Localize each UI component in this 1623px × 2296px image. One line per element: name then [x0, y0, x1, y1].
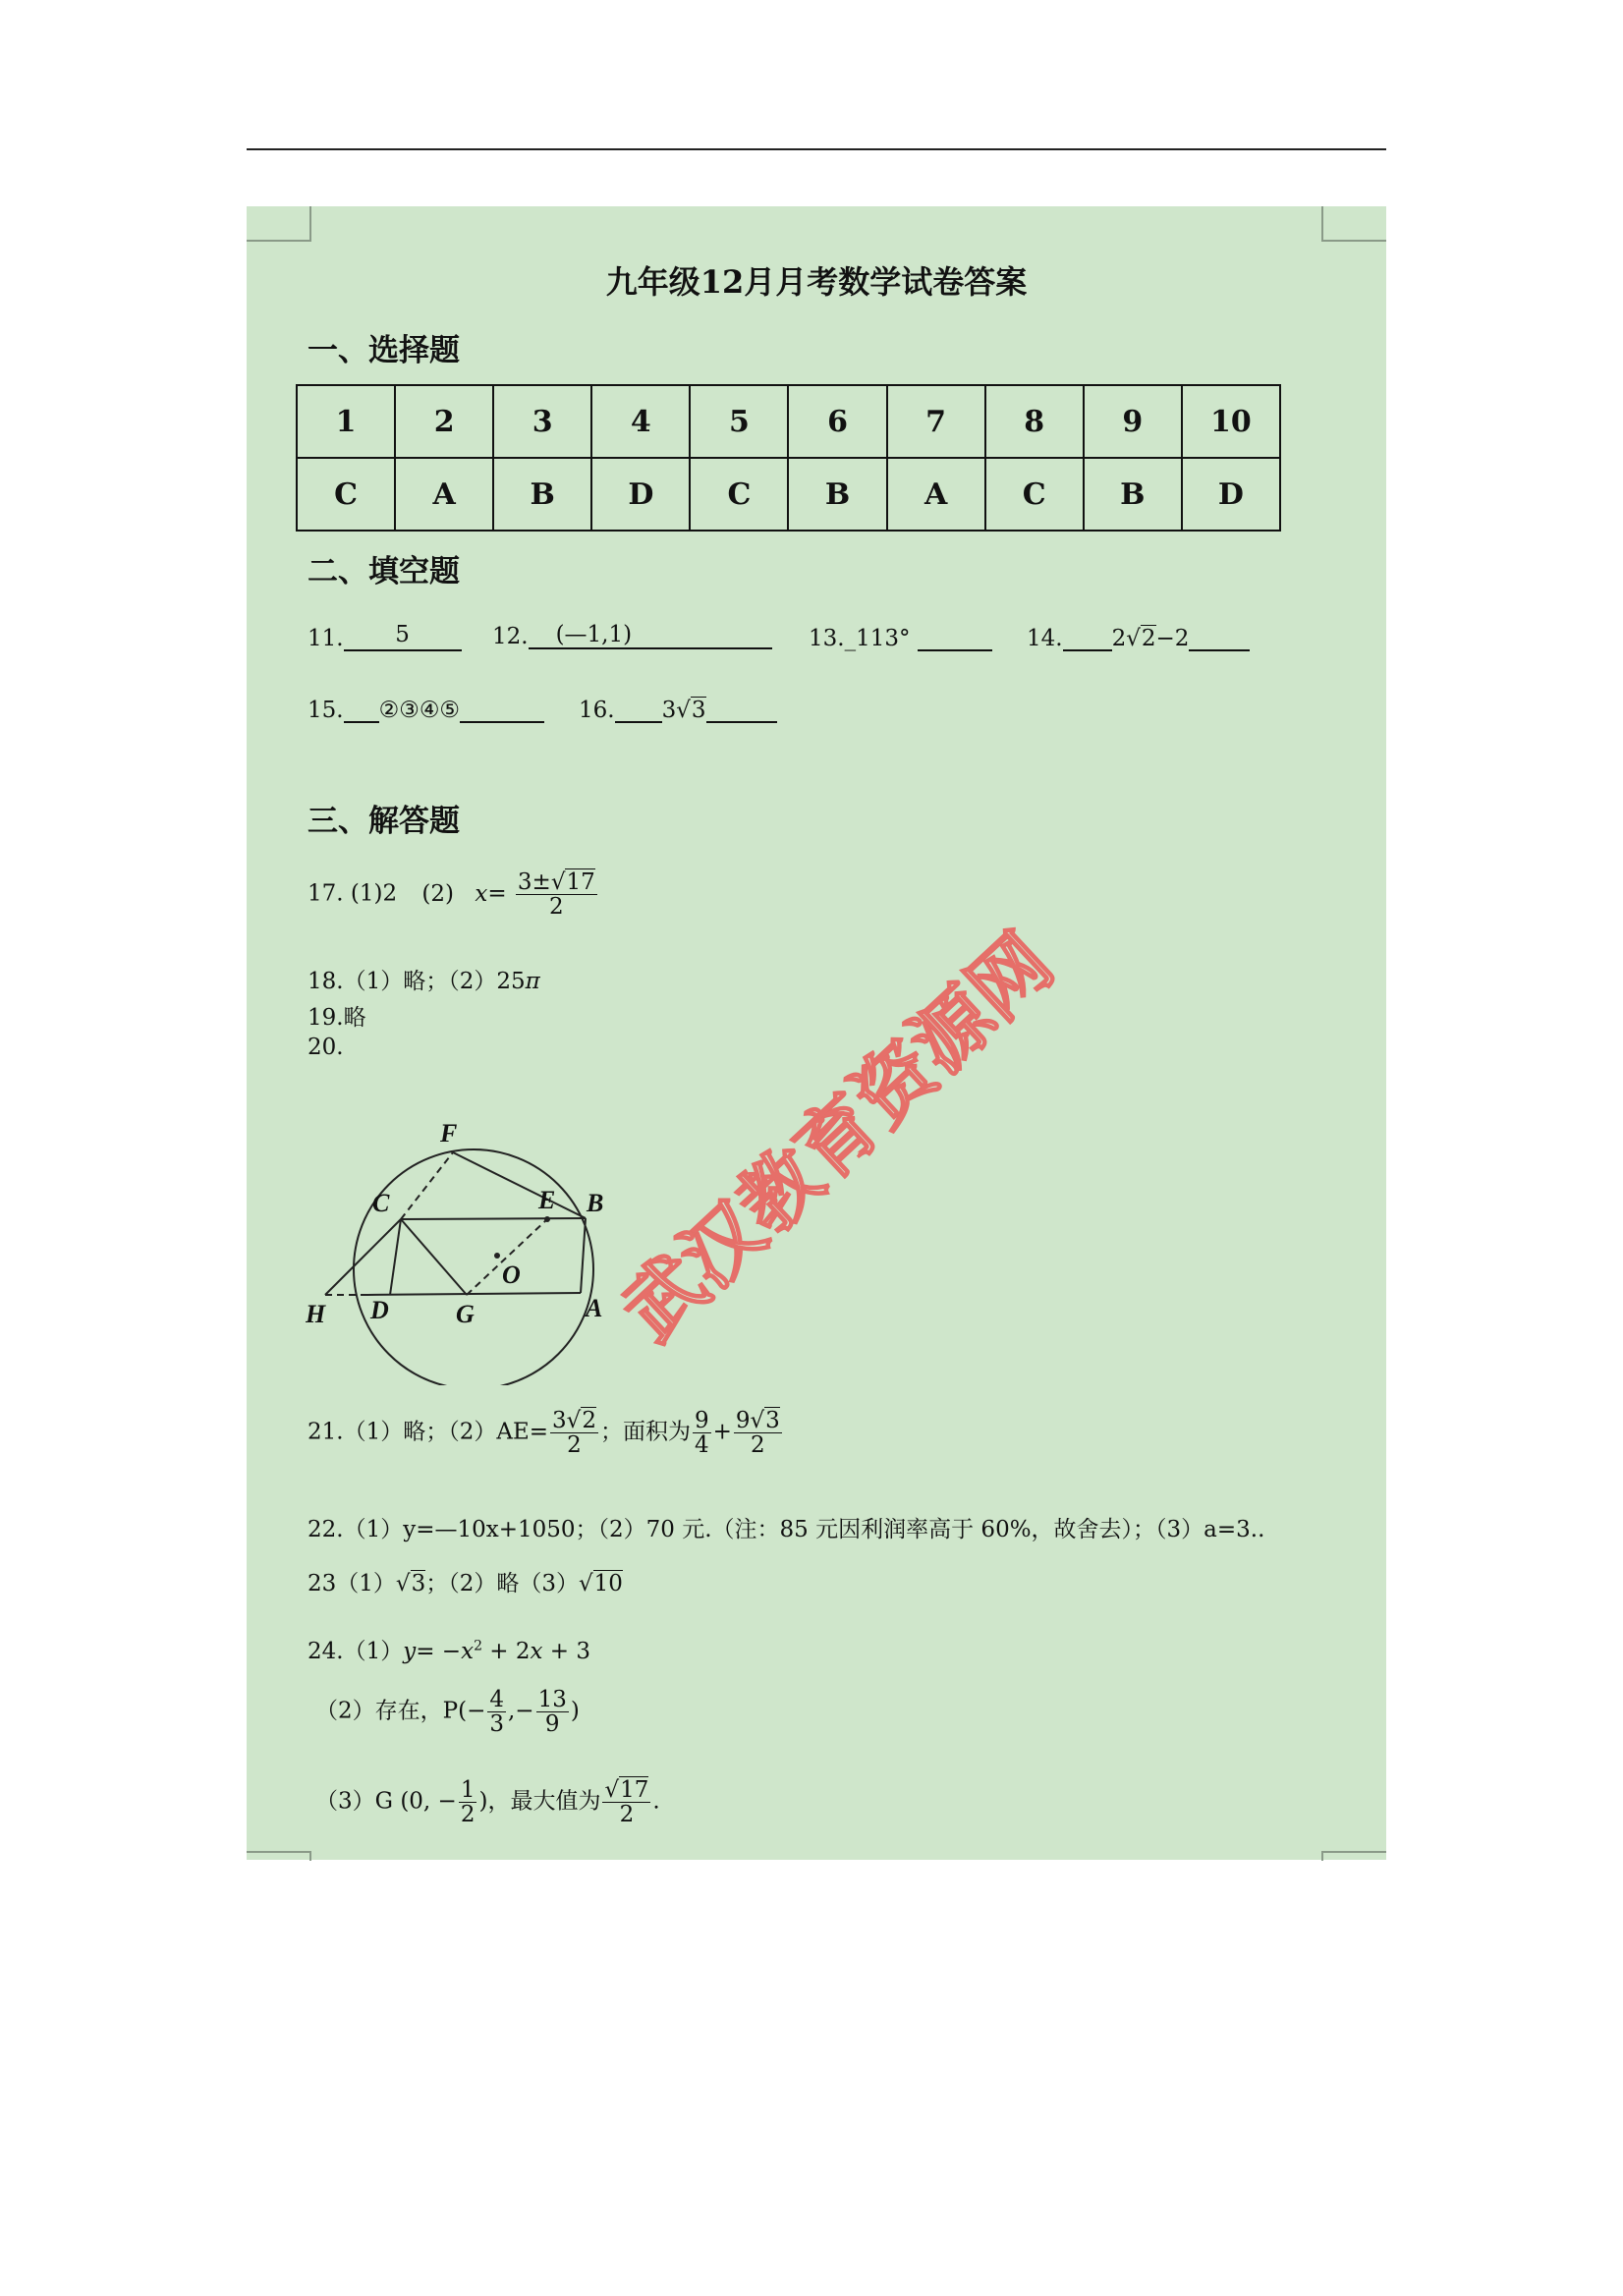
table-cell: 4 — [591, 385, 690, 458]
variable: x — [461, 1639, 475, 1664]
answer-sheet — [247, 206, 1386, 1860]
table-cell: A — [887, 458, 985, 531]
pi-symbol: π — [525, 969, 540, 994]
table-cell: C — [690, 458, 788, 531]
fill-answer-13 — [809, 622, 992, 651]
segment-cf-dashed — [401, 1152, 453, 1219]
table-cell: 1 — [297, 385, 395, 458]
answer-text: 21.（1）略；（2）AE= — [308, 1419, 549, 1445]
answer-18 — [308, 963, 540, 995]
watermark-text: 武汉教育资源网 — [605, 916, 1071, 1359]
label-g: G — [456, 1300, 475, 1328]
fraction — [487, 1688, 506, 1736]
answer-blank — [1189, 622, 1250, 651]
question-number: 12. — [492, 624, 529, 649]
fill-answer-14 — [1027, 622, 1250, 651]
radicand: 2 — [1141, 626, 1156, 651]
fill-answer-16 — [579, 694, 777, 723]
fraction — [459, 1778, 477, 1826]
answer-text: 17. (1)2 — [308, 880, 398, 907]
answer-20: 20. — [308, 1035, 344, 1060]
answer-text: 23（1） — [308, 1571, 396, 1596]
numerator: 3±√17 — [517, 869, 595, 895]
numerator: 1 — [460, 1777, 476, 1803]
answer-22: 22.（1）y=—10x+1050；（2）70 元.（注：85 元因利润率高于 60%，故舍去）；（3）a=3.. — [308, 1517, 1265, 1542]
segment-cb — [401, 1218, 586, 1219]
segment-hc — [325, 1219, 401, 1295]
table-cell: C — [985, 458, 1084, 531]
table-cell: C — [297, 458, 395, 531]
answer-text: （3）G (0, − — [315, 1788, 457, 1815]
answer-blank — [460, 694, 544, 723]
denominator: 9 — [544, 1711, 560, 1738]
answer-text: + — [712, 1419, 732, 1445]
answer-text: ②③④⑤ — [378, 698, 461, 723]
table-cell: 9 — [1084, 385, 1182, 458]
segment-cd — [390, 1219, 401, 1295]
fraction — [516, 870, 597, 919]
label-b: B — [587, 1189, 604, 1217]
answer-text: 3 — [552, 1408, 567, 1433]
question-number: 11. — [308, 626, 344, 651]
table-cell: 7 — [887, 385, 985, 458]
radicand: 10 — [593, 1571, 623, 1596]
section-heading-fill: 二、填空题 — [308, 554, 460, 589]
sqrt-sign: √ — [1126, 626, 1141, 651]
table-cell: D — [1182, 458, 1280, 531]
radicand: 3 — [411, 1571, 426, 1596]
answer-text: 3 — [661, 698, 677, 723]
sqrt-sign: √ — [676, 698, 691, 723]
header-rule — [247, 148, 1386, 150]
numerator: 13 — [537, 1687, 567, 1712]
fraction — [550, 1409, 598, 1457]
table-cell: 5 — [690, 385, 788, 458]
answer-text: = — [487, 880, 507, 907]
table-cell: 2 — [395, 385, 493, 458]
segment-da — [367, 1293, 581, 1295]
table-cell: B — [493, 458, 591, 531]
answer-blank: 5 — [344, 622, 462, 651]
fill-answer-12 — [492, 622, 772, 649]
numerator: 4 — [489, 1687, 504, 1712]
answer-24-1 — [308, 1633, 590, 1665]
corner-mark — [1321, 206, 1386, 242]
answer-blank — [615, 694, 662, 723]
answer-text: 24.（1） — [308, 1639, 404, 1664]
answer-blank: (—1,1) — [529, 622, 772, 649]
answer-text: ) — [570, 1698, 580, 1724]
answer-blank — [344, 694, 379, 723]
fraction — [602, 1778, 650, 1826]
answer-21 — [308, 1409, 784, 1457]
label-d: D — [370, 1296, 389, 1324]
answer-24-2 — [315, 1688, 580, 1736]
answer-text: 9 — [735, 1408, 751, 1433]
point-o — [494, 1253, 500, 1259]
circle-o — [354, 1149, 593, 1385]
table-cell: B — [1084, 458, 1182, 531]
denominator: 4 — [694, 1432, 709, 1459]
answer-blank — [1063, 622, 1112, 651]
table-cell: 6 — [788, 385, 886, 458]
geometry-diagram — [306, 1091, 620, 1385]
corner-mark — [247, 1851, 311, 1861]
numerator: 9 — [694, 1408, 709, 1433]
label-o: O — [502, 1260, 521, 1289]
answer-text: = − — [416, 1639, 462, 1664]
question-number: 14. — [1027, 626, 1063, 651]
answer-text: −2 — [1155, 626, 1190, 651]
answer-17 — [308, 870, 599, 919]
radicand: 17 — [566, 869, 595, 895]
radicand: 2 — [582, 1408, 596, 1433]
label-f: F — [440, 1119, 458, 1148]
radicand: 3 — [765, 1408, 780, 1433]
question-number: 15. — [308, 698, 344, 723]
denominator: 2 — [567, 1432, 582, 1459]
answer-text: ；（2）略（3） — [425, 1571, 579, 1596]
label-c: C — [372, 1189, 390, 1217]
section-heading-choice: 一、选择题 — [308, 333, 460, 368]
fraction — [693, 1409, 711, 1457]
answer-23 — [308, 1565, 623, 1597]
variable: y — [403, 1639, 417, 1664]
denominator: 2 — [619, 1802, 635, 1828]
variable: x — [475, 880, 488, 907]
answer-text: 113° — [856, 626, 911, 651]
table-row-numbers — [297, 385, 1280, 458]
answer-text: 3± — [517, 869, 551, 895]
answer-text: ,− — [508, 1698, 534, 1724]
question-number: 16. — [579, 698, 615, 723]
answer-text: + 2 — [481, 1639, 531, 1664]
answer-24-3 — [315, 1778, 660, 1826]
numerator: √17 — [604, 1777, 649, 1803]
table-cell: 10 — [1182, 385, 1280, 458]
table-cell: 3 — [493, 385, 591, 458]
corner-mark — [1321, 1851, 1386, 1861]
radicand: 17 — [620, 1777, 649, 1803]
answer-text: )，最大值为 — [478, 1788, 601, 1815]
segment-fb — [453, 1152, 586, 1218]
answer-19: 19.略 — [308, 1005, 366, 1031]
fraction — [536, 1688, 569, 1736]
answer-text: + 3 — [542, 1639, 591, 1664]
page-title: 九年级12月月考数学试卷答案 — [605, 263, 1028, 301]
sqrt-sign: √ — [578, 1571, 593, 1596]
answer-text: . — [652, 1788, 660, 1815]
label-a: A — [586, 1294, 603, 1322]
answer-text: 25 — [496, 969, 526, 994]
denominator: 2 — [751, 1432, 765, 1459]
exponent: 2 — [474, 1638, 482, 1654]
answer-text: （2）存在，P(− — [315, 1698, 486, 1724]
segment-cg — [401, 1219, 467, 1295]
segment-ba — [581, 1218, 586, 1293]
answer-text: ；面积为 — [599, 1419, 691, 1445]
table-row-answers — [297, 458, 1280, 531]
section-heading-solutions: 三、解答题 — [308, 804, 460, 839]
denominator: 2 — [549, 894, 564, 921]
radicand: 3 — [691, 698, 706, 723]
answer-blank — [918, 622, 992, 651]
fill-answer-11 — [308, 622, 462, 651]
sqrt-sign: √ — [395, 1571, 411, 1596]
label-e: E — [538, 1186, 556, 1214]
answer-text: 18.（1）略；（2） — [308, 969, 497, 994]
denominator: 3 — [489, 1711, 504, 1738]
fill-answer-15 — [308, 694, 544, 723]
numerator: 9√3 — [735, 1408, 780, 1433]
table-cell: D — [591, 458, 690, 531]
answer-blank — [706, 694, 777, 723]
corner-mark — [247, 206, 311, 242]
denominator: 2 — [460, 1802, 476, 1828]
question-number: 13._ — [809, 626, 857, 651]
fraction — [734, 1409, 782, 1457]
point-e — [544, 1216, 550, 1222]
answer-text: (2) — [421, 880, 455, 907]
answer-text: 2 — [1111, 626, 1127, 651]
numerator: 3√2 — [552, 1408, 596, 1433]
choice-answer-table — [296, 384, 1281, 532]
variable: x — [530, 1639, 543, 1664]
table-cell: 8 — [985, 385, 1084, 458]
label-h: H — [306, 1300, 326, 1328]
table-cell: B — [788, 458, 886, 531]
table-cell: A — [395, 458, 493, 531]
